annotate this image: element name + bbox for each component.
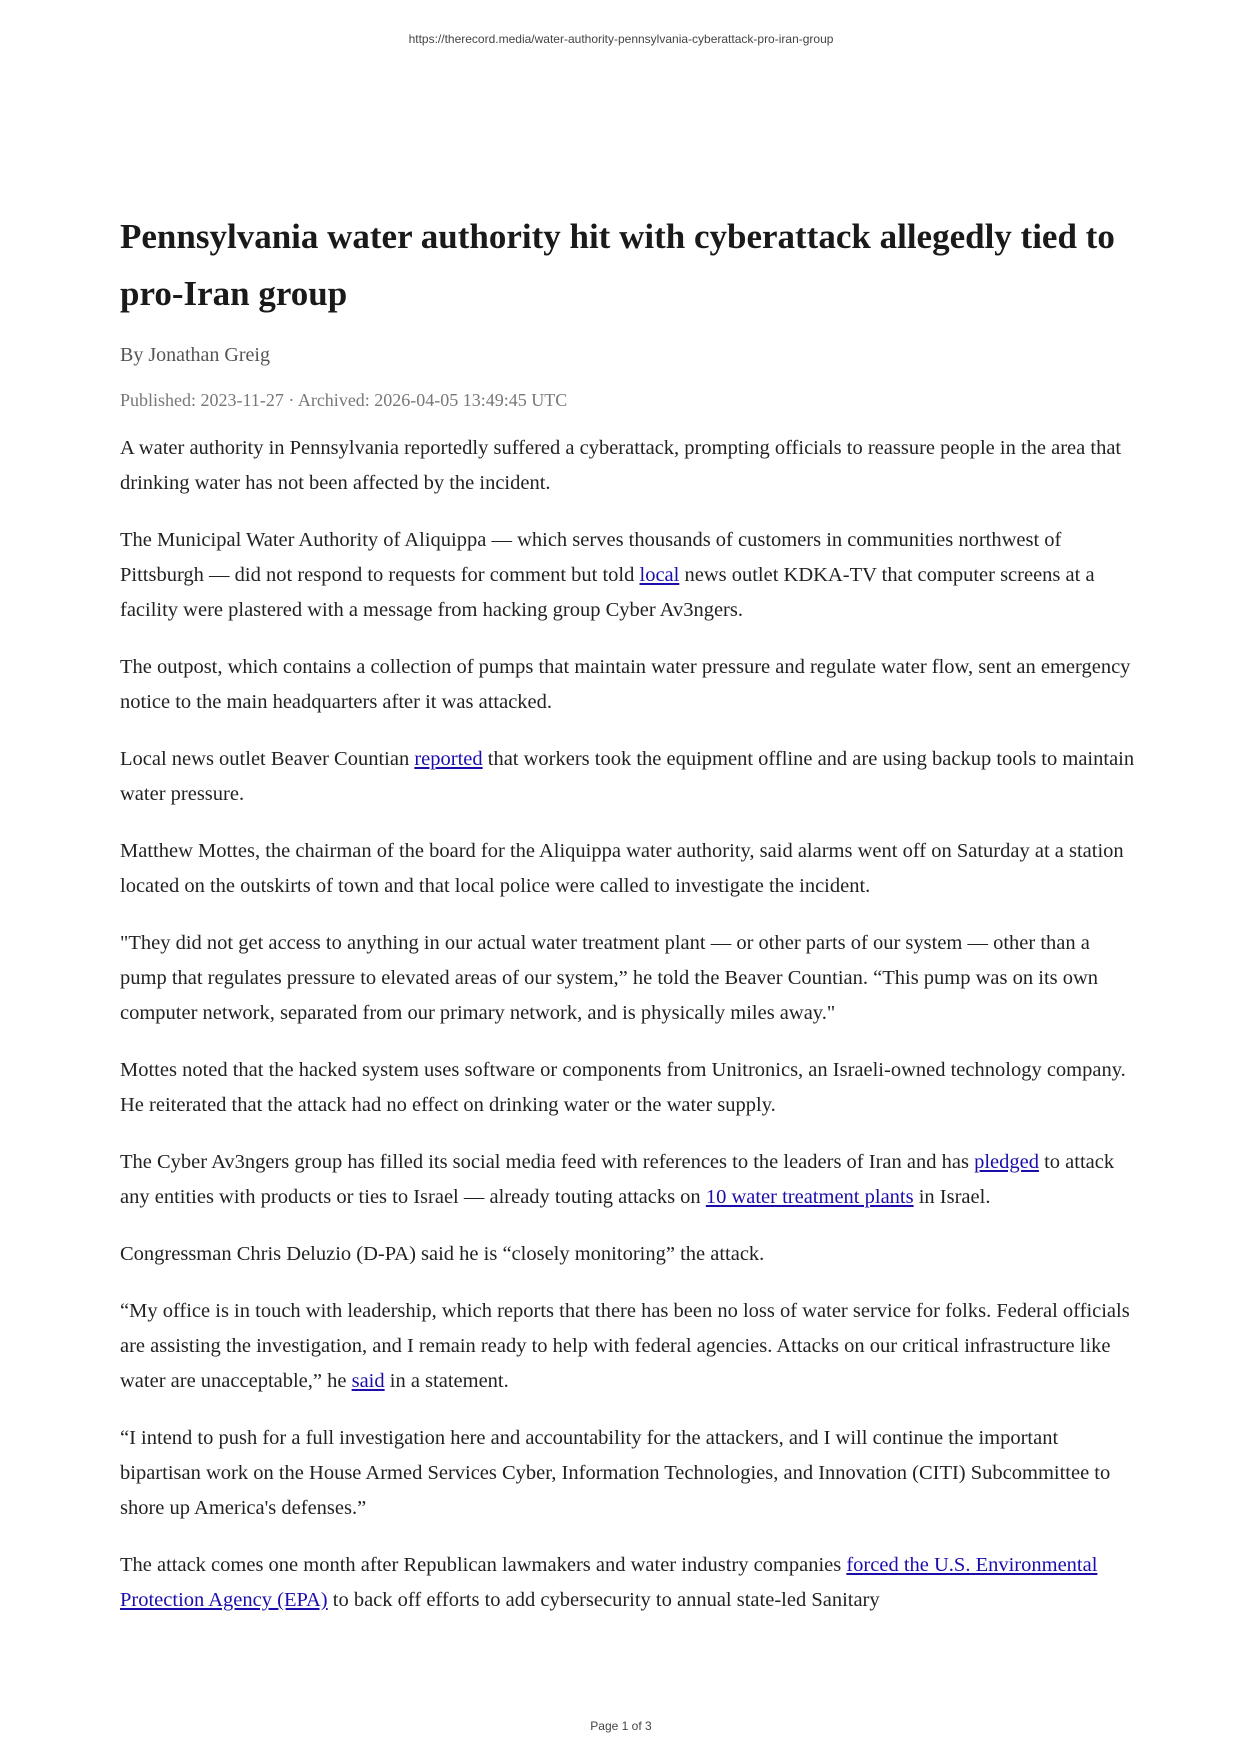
paragraph-text: The Cyber Av3ngers group has filled its social media feed with references to the leaders of Iran and has [120,1151,975,1173]
paragraph-text: in Israel. [913,1186,991,1208]
paragraph-text: in a statement. [384,1370,509,1392]
article [120,208,1136,1640]
article-paragraph [120,834,1136,904]
inline-link[interactable]: reported [414,748,483,770]
paragraph-text: “I intend to push for a full investigation here and accountability for the attackers, and I will continue the important bipartisan work on the House Armed Services Cyber, Information Technologies, and Innovation (CITI) Subcommittee to shore up America's defenses.” [120,1427,1111,1519]
paragraph-text: The outpost, which contains a collection of pumps that maintain water pressure and regulate water flow, sent an emergency notice to the main headquarters after it was attacked. [120,656,1131,713]
article-paragraph [120,926,1136,1031]
article-paragraph [120,742,1136,812]
article-paragraph [120,1237,1136,1272]
paragraph-text: to back off efforts to add cybersecurity to annual state-led Sanitary [327,1589,880,1611]
inline-link[interactable]: forced the U.S. Environmental Protection Agency (EPA) [120,1554,1098,1611]
article-byline: By Jonathan Greig [120,344,270,366]
article-paragraph [120,431,1136,501]
page-url-header: https://therecord.media/water-authority-pennsylvania-cyberattack-pro-iran-group [408,32,834,46]
paragraph-text: Local news outlet Beaver Countian [120,748,415,770]
paragraph-text: news outlet KDKA-TV that computer screens at a facility were plastered with a message from hacking group Cyber Av3ngers. [120,564,1095,621]
inline-link[interactable]: pledged [974,1151,1039,1173]
article-body [120,431,1136,1618]
paragraph-text: A water authority in Pennsylvania reportedly suffered a cyberattack, prompting officials to reassure people in the area that drinking water has not been affected by the incident. [120,437,1122,494]
article-paragraph [120,1145,1136,1215]
page-number: Page 1 of 3 [590,1719,652,1733]
article-paragraph [120,1053,1136,1123]
article-paragraph [120,1294,1136,1399]
inline-link[interactable]: said [351,1370,385,1392]
paragraph-text: that workers took the equipment offline and are using backup tools to maintain water pressure. [120,748,1135,805]
paragraph-text: “My office is in touch with leadership, which reports that there has been no loss of water service for folks. Federal officials are assisting the investigation, and I remain ready to help with federal agencies. Attacks on our critical infrastructure like water are unacceptable,” he [120,1300,1130,1392]
article-paragraph [120,523,1136,628]
paragraph-text: Matthew Mottes, the chairman of the board for the Aliquippa water authority, said alarms went off on Saturday at a station located on the outskirts of town and that local police were called to investigate the incident. [120,840,1124,897]
article-title: Pennsylvania water authority hit with cyberattack allegedly tied to pro-Iran group [120,217,1115,313]
inline-link[interactable]: 10 water treatment plants [705,1186,914,1208]
article-paragraph [120,1548,1136,1618]
paragraph-text: The attack comes one month after Republican lawmakers and water industry companies [120,1554,847,1576]
article-paragraph [120,650,1136,720]
paragraph-text: Mottes noted that the hacked system uses software or components from Unitronics, an Israeli-owned technology company. He reiterated that the attack had no effect on drinking water or the water supply. [120,1059,1126,1116]
paragraph-text: "They did not get access to anything in our actual water treatment plant — or other parts of our system — other than a pump that regulates pressure to elevated areas of our system,” he told the Beaver Countian. “This pump was on its own computer network, separated from our primary network, and is physically miles away." [120,932,1099,1024]
paragraph-text: Congressman Chris Deluzio (D-PA) said he is “closely monitoring” the attack. [120,1243,765,1265]
article-meta: Published: 2023-11-27 · Archived: 2026-04-05 13:49:45 UTC [120,390,568,410]
paragraph-text: The Municipal Water Authority of Aliquippa — which serves thousands of customers in communities northwest of Pittsburgh — did not respond to requests for comment but told [120,529,1062,586]
article-paragraph [120,1421,1136,1526]
paragraph-text: to attack any entities with products or ties to Israel — already touting attacks on [120,1151,1115,1208]
inline-link[interactable]: local [639,564,680,586]
